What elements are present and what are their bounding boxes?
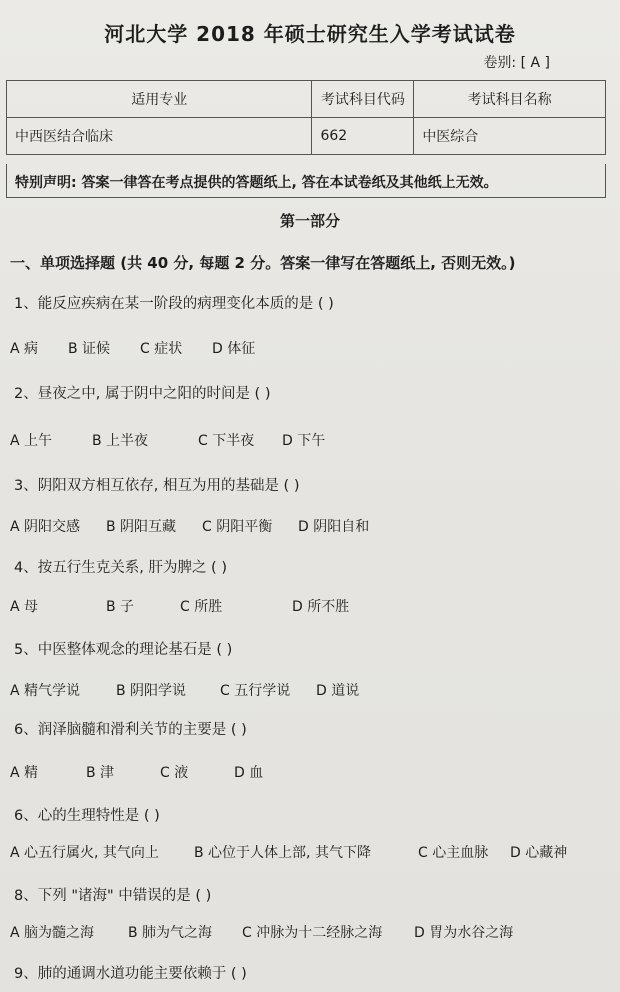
option-b: B 子 <box>106 599 135 615</box>
header-subject-code: 考试科目代码 <box>312 81 414 118</box>
cell-major: 中西医结合临床 <box>7 118 312 155</box>
option-c: C 心主血脉 <box>418 845 489 861</box>
option-d: D 胃为水谷之海 <box>414 925 514 941</box>
cell-subject-name: 中医综合 <box>414 118 606 155</box>
part-title: 第一部分 <box>279 212 340 230</box>
section-title: 一、单项选择题 (共 40 分, 每题 2 分。答案一律写在答题纸上, 否则无效。) <box>10 254 516 272</box>
option-c: C 冲脉为十二经脉之海 <box>242 925 383 941</box>
option-d: D 道说 <box>316 683 360 699</box>
option-d: D 心藏神 <box>510 845 568 861</box>
option-b: B 阴阳互藏 <box>106 519 177 535</box>
info-table-header-row <box>7 81 606 118</box>
option-b: B 上半夜 <box>92 433 149 449</box>
option-a: A 阴阳交感 <box>10 519 81 535</box>
option-c: C 症状 <box>140 341 183 357</box>
option-c: C 下半夜 <box>198 433 255 449</box>
option-b: B 阴阳学说 <box>116 683 187 699</box>
header-subject-name: 考试科目名称 <box>414 81 606 118</box>
option-d: D 阴阳自和 <box>298 519 370 535</box>
option-c: C 五行学说 <box>220 683 291 699</box>
option-d: D 血 <box>234 765 264 781</box>
question-text: 6、心的生理特性是 ( ) <box>14 808 160 824</box>
question-text: 2、昼夜之中, 属于阴中之阳的时间是 ( ) <box>14 386 271 402</box>
option-a: A 精气学说 <box>10 683 81 699</box>
option-b: B 心位于人体上部, 其气下降 <box>194 845 371 861</box>
option-a: A 精 <box>10 765 39 781</box>
exam-info-table <box>6 80 606 155</box>
question-text: 6、润泽脑髓和滑利关节的主要是 ( ) <box>14 722 247 738</box>
option-b: B 津 <box>86 765 115 781</box>
question-text: 8、下列 "诸海" 中错误的是 ( ) <box>14 888 212 904</box>
header-major: 适用专业 <box>7 81 312 118</box>
option-a: A 病 <box>10 341 39 357</box>
option-c: C 液 <box>160 765 189 781</box>
option-a: A 心五行属火, 其气向上 <box>10 845 159 861</box>
option-a: A 脑为髓之海 <box>10 925 95 941</box>
option-d: D 所不胜 <box>292 599 350 615</box>
paper-type-label: 卷别: [ A ] <box>483 55 550 71</box>
option-a: A 上午 <box>10 433 53 449</box>
special-notice: 特别声明: 答案一律答在考点提供的答题纸上, 答在本试卷纸及其他纸上无效。 <box>15 175 498 191</box>
question-text: 3、阴阳双方相互依存, 相互为用的基础是 ( ) <box>14 478 300 494</box>
option-c: C 阴阳平衡 <box>202 519 273 535</box>
cell-subject-code: 662 <box>312 118 414 155</box>
option-d: D 下午 <box>282 433 326 449</box>
option-b: B 肺为气之海 <box>128 925 213 941</box>
notice-box <box>6 164 606 198</box>
question-text: 9、肺的通调水道功能主要依赖于 ( ) <box>14 966 247 982</box>
option-b: B 证候 <box>68 341 111 357</box>
question-text: 5、中医整体观念的理论基石是 ( ) <box>14 642 233 658</box>
question-text: 4、按五行生克关系, 肝为脾之 ( ) <box>14 560 227 576</box>
option-c: C 所胜 <box>180 599 223 615</box>
exam-title: 河北大学 2018 年硕士研究生入学考试试卷 <box>104 22 516 46</box>
question-text: 1、能反应疾病在某一阶段的病理变化本质的是 ( ) <box>14 296 334 312</box>
info-table-row <box>7 118 606 155</box>
option-a: A 母 <box>10 599 39 615</box>
option-d: D 体征 <box>212 341 256 357</box>
